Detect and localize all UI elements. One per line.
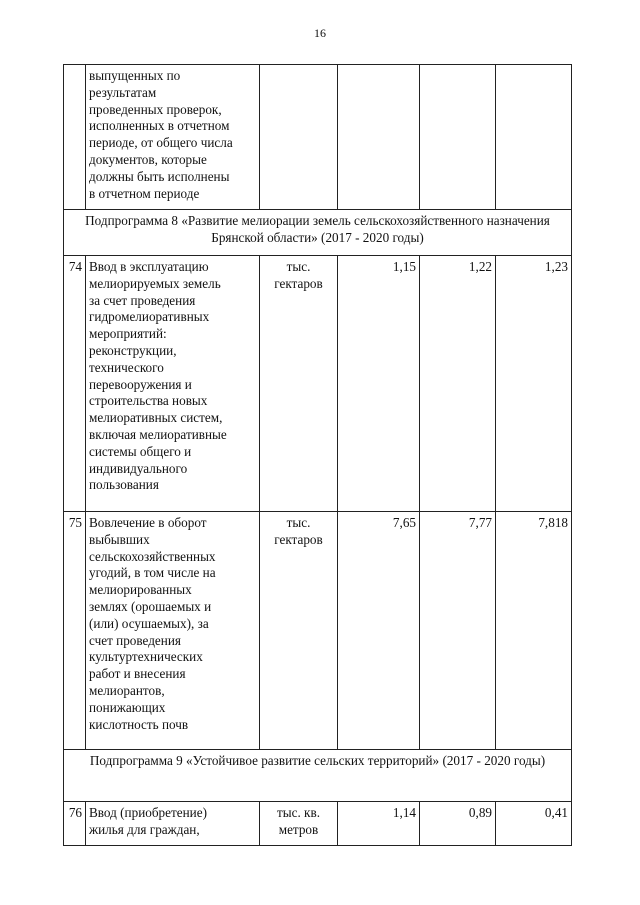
value-2019 <box>420 65 496 210</box>
table-row-75 <box>64 512 572 750</box>
table-row-continuation <box>64 65 572 210</box>
table-row-76 <box>64 802 572 846</box>
section-row-subprogram-8 <box>64 210 572 256</box>
indicator-text: Вовлечение в оборот выбывших сельскохозяйственных угодий, в том числе на мелиорированных землях (орошаемых и (или) осушаемых), за счет проведения культуртехнических работ и внесения мелиорантов, понижающих кислотность почв <box>86 512 260 750</box>
value-2019: 7,77 <box>420 512 496 750</box>
value-2020: 0,41 <box>496 802 572 846</box>
section-row-subprogram-9 <box>64 750 572 802</box>
unit-cell: тыс. гектаров <box>260 512 338 750</box>
unit-cell <box>260 65 338 210</box>
value-2020: 7,818 <box>496 512 572 750</box>
indicator-text: выпущенных по результатам проведенных проверок, исполненных в отчетном периоде, от общего числа документов, которые должны быть исполнены в отчетном периоде <box>86 65 260 210</box>
value-2018: 1,14 <box>338 802 420 846</box>
indicator-text: Ввод (приобретение) жилья для граждан, <box>86 802 260 846</box>
value-2020: 1,23 <box>496 256 572 512</box>
value-2019: 1,22 <box>420 256 496 512</box>
row-number <box>64 65 86 210</box>
row-number: 75 <box>64 512 86 750</box>
value-2018: 1,15 <box>338 256 420 512</box>
row-number: 74 <box>64 256 86 512</box>
page-number: 16 <box>314 26 326 40</box>
value-2018: 7,65 <box>338 512 420 750</box>
row-number: 76 <box>64 802 86 846</box>
section-title: Подпрограмма 9 «Устойчивое развитие сельских территорий» (2017 - 2020 годы) <box>64 750 572 802</box>
value-2019: 0,89 <box>420 802 496 846</box>
unit-cell: тыс. гектаров <box>260 256 338 512</box>
indicator-text: Ввод в эксплуатацию мелиорируемых земель за счет проведения гидромелиоративных мероприятий: реконструкции, технического перевооружения и строительства новых мелиоративных систем, включая мелиоративные системы общего и индивидуального пользования <box>86 256 260 512</box>
value-2018 <box>338 65 420 210</box>
section-title: Подпрограмма 8 «Развитие мелиорации земель сельскохозяйственного назначения Брянской области» (2017 - 2020 годы) <box>64 210 572 256</box>
table-row-74 <box>64 256 572 512</box>
value-2020 <box>496 65 572 210</box>
indicators-table <box>63 64 572 846</box>
unit-cell: тыс. кв. метров <box>260 802 338 846</box>
